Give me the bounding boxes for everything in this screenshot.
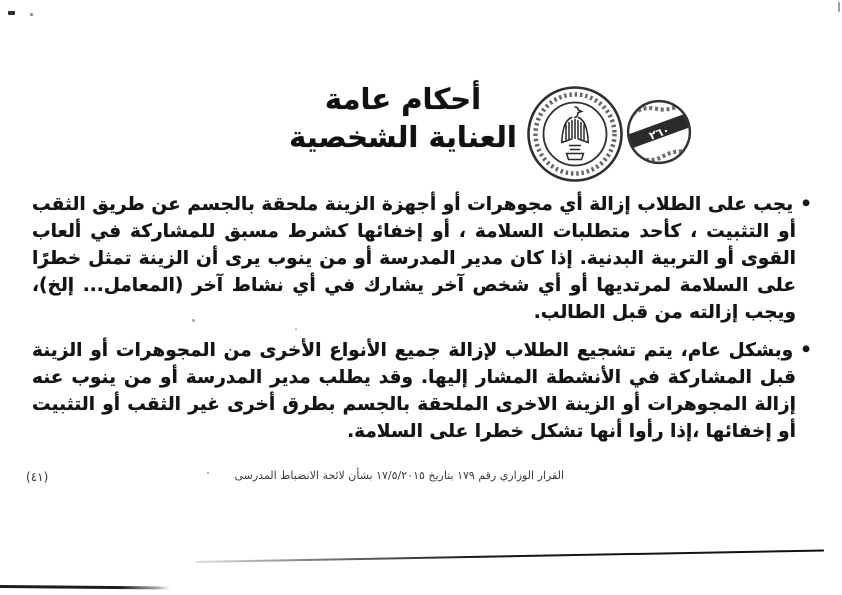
provisions-list (32, 191, 812, 445)
document-body (32, 191, 812, 456)
title-line-2: العناية الشخصية (289, 120, 517, 154)
provision-item-2: • وبشكل عام، يتم تشجيع الطلاب لإزالة جميع الأنواع الأخرى من المجوهرات أو الزينة قبل المشاركة في الأنشطة المشار إليها. وقد يطلب مدير المدرسة أو من ينوب عنه إزالة المجوهرات أو الزينة الاخرى الملحقة بالجسم بطرق أخرى غير الثقب أو التثبيت أو إخفائها ،إذا رأوا أنها تشكل خطرا على السلامة. (32, 337, 812, 445)
scan-speck (295, 328, 297, 330)
title-line-1: أحكام عامة (324, 82, 482, 116)
number-stamp (617, 91, 701, 174)
number-stamp-icon (617, 91, 701, 174)
eagle-icon (562, 107, 588, 160)
scan-artifact-line (196, 549, 824, 563)
stamp-band-number: ٢٦٠ (647, 123, 672, 143)
scan-speck (192, 319, 195, 322)
page-number: (٤١) (26, 470, 49, 484)
document-title (268, 80, 538, 156)
scan-speck (207, 472, 209, 474)
eagle-seal-icon (525, 84, 625, 184)
scan-artifact-line (0, 585, 170, 589)
provision-item-1: • يجب على الطلاب إزالة أي مجوهرات أو أجهزة الزينة ملحقة بالجسم عن طريق الثقب أو التثبيت ، كأحد متطلبات السلامة ، أو إخفائها كشرط مسبق للمشاركة في ألعاب القوى أو التربية البدنية. إذا كان مدير المدرسة أو من ينوب يرى أن الزينة تمثل خطرًا على السلامة لمرتديها أو أي شخص آخر يشارك في أي نشاط آخر (المعامل... إلخ)، ويجب إزالته من قبل الطالب. (32, 191, 812, 326)
scan-speck (30, 13, 33, 16)
footer-decree-reference: القرار الوزاري رقم ١٧٩ بتاريخ ١٧/٥/٢٠١٥ بشأن لائحة الانضباط المدرسى (234, 469, 564, 482)
ministry-eagle-seal-stamp (525, 84, 625, 184)
scan-speck (838, 2, 840, 12)
scan-speck (8, 11, 15, 15)
